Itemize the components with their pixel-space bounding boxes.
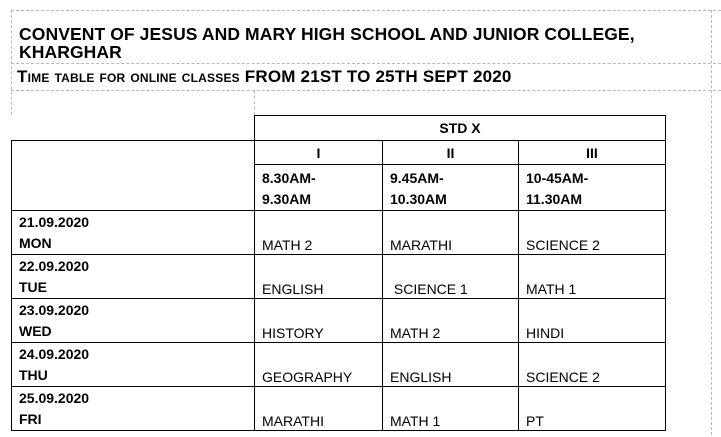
row-date: 22.09.2020 xyxy=(19,258,90,274)
class-header: STD X xyxy=(255,116,666,141)
period-time xyxy=(519,165,666,211)
day-cell xyxy=(12,299,255,343)
subject-cell: MATH 1 xyxy=(519,255,666,299)
guide-line xyxy=(711,10,712,435)
row-day: MON xyxy=(19,235,52,251)
subject-cell: MARATHI xyxy=(383,211,519,255)
subject-cell: HISTORY xyxy=(255,299,383,343)
row-date: 24.09.2020 xyxy=(19,346,90,362)
day-cell xyxy=(12,255,255,299)
blank-corner-cell xyxy=(12,116,255,141)
period-time xyxy=(255,165,383,211)
subject-cell: MATH 2 xyxy=(383,299,519,343)
period-number: II xyxy=(383,141,519,165)
page-title-line2: KHARGHAR xyxy=(19,42,122,62)
period-time xyxy=(383,165,519,211)
subject-cell: HINDI xyxy=(519,299,666,343)
table-row xyxy=(12,343,666,387)
day-cell xyxy=(12,211,255,255)
period-time-end: 11.30AM xyxy=(526,191,583,207)
subject-cell: MARATHI xyxy=(255,387,383,431)
subject-cell: PT xyxy=(519,387,666,431)
subject-cell: MATH 1 xyxy=(383,387,519,431)
row-day: THU xyxy=(19,367,48,383)
subject-cell: ENGLISH xyxy=(255,255,383,299)
table-row xyxy=(12,387,666,431)
period-time-end: 10.30AM xyxy=(390,191,447,207)
row-date: 25.09.2020 xyxy=(19,390,90,406)
guide-line xyxy=(11,63,721,64)
guide-line xyxy=(11,10,721,11)
table-row xyxy=(12,299,666,343)
guide-line xyxy=(11,10,12,115)
row-day: TUE xyxy=(19,279,47,295)
guide-line xyxy=(11,90,721,91)
period-time-end: 9.30AM xyxy=(262,191,312,207)
period-time-start: 9.45AM- xyxy=(390,170,444,186)
page-title: CONVENT OF JESUS AND MARY HIGH SCHOOL AND JUNIOR COLLEGE, xyxy=(19,24,635,44)
row-date: 23.09.2020 xyxy=(19,302,90,318)
row-date: 21.09.2020 xyxy=(19,214,90,230)
subject-cell: ENGLISH xyxy=(383,343,519,387)
subject-cell: MATH 2 xyxy=(255,211,383,255)
row-day: WED xyxy=(19,323,52,339)
period-time-start: 8.30AM- xyxy=(262,170,316,186)
row-day: FRI xyxy=(19,411,42,427)
page-subtitle: Time table for online classes FROM 21ST TO 25TH SEPT 2020 xyxy=(17,67,512,86)
timetable xyxy=(11,115,666,431)
subject-cell: SCIENCE 1 xyxy=(383,255,519,299)
period-time-start: 10-45AM- xyxy=(526,170,589,186)
guide-line xyxy=(254,90,255,115)
table-row xyxy=(12,211,666,255)
period-number: III xyxy=(519,141,666,165)
subject-cell: GEOGRAPHY xyxy=(255,343,383,387)
subject-cell: SCIENCE 2 xyxy=(519,211,666,255)
period-number: I xyxy=(255,141,383,165)
blank-header-cell xyxy=(12,141,255,211)
day-cell xyxy=(12,343,255,387)
table-row xyxy=(12,255,666,299)
day-cell xyxy=(12,387,255,431)
subject-cell: SCIENCE 2 xyxy=(519,343,666,387)
